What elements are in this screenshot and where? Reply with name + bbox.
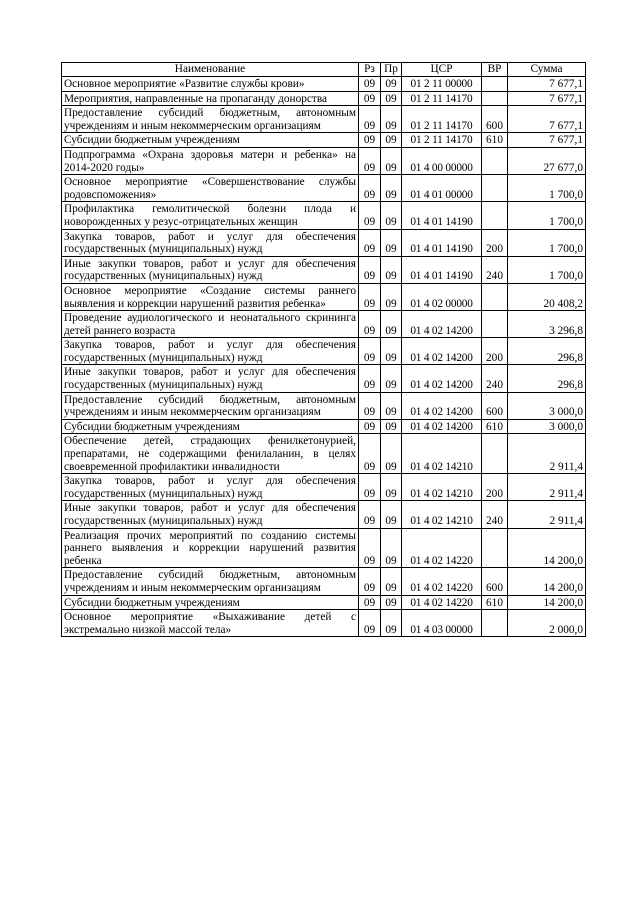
cell-rz: 09	[359, 106, 381, 133]
cell-pr: 09	[381, 595, 402, 610]
table-row	[62, 474, 586, 501]
cell-vr: 240	[482, 256, 508, 283]
cell-csr: 01 4 01 14190	[402, 202, 482, 229]
cell-name: Предоставление субсидий бюджетным, автономным учреждениям и иным некоммерческим организациям	[62, 392, 359, 419]
cell-rz: 09	[359, 610, 381, 637]
cell-vr	[482, 610, 508, 637]
table-row	[62, 77, 586, 92]
cell-csr: 01 4 02 14220	[402, 595, 482, 610]
cell-name: Обеспечение детей, страдающих фенилкетонурией, препаратами, не содержащими фенилаланин, в целях своевременной профилактики инвалидности	[62, 434, 359, 474]
header-pr: Пр	[381, 63, 402, 77]
cell-csr: 01 4 01 14190	[402, 256, 482, 283]
cell-vr: 200	[482, 474, 508, 501]
cell-csr: 01 4 02 14210	[402, 501, 482, 528]
header-vr: ВР	[482, 63, 508, 77]
cell-sum: 14 200,0	[508, 595, 586, 610]
cell-sum: 7 677,1	[508, 77, 586, 92]
cell-csr: 01 4 02 14210	[402, 474, 482, 501]
cell-vr: 610	[482, 133, 508, 148]
cell-sum: 7 677,1	[508, 91, 586, 106]
table-row	[62, 392, 586, 419]
cell-vr	[482, 91, 508, 106]
cell-name: Закупка товаров, работ и услуг для обеспечения государственных (муниципальных) нужд	[62, 474, 359, 501]
cell-name: Основное мероприятие «Создание системы раннего выявления и коррекции нарушений развития ребенка»	[62, 283, 359, 310]
cell-rz: 09	[359, 528, 381, 568]
cell-sum: 27 677,0	[508, 147, 586, 174]
cell-rz: 09	[359, 175, 381, 202]
cell-csr: 01 4 01 00000	[402, 175, 482, 202]
cell-rz: 09	[359, 229, 381, 256]
table-row	[62, 365, 586, 392]
header-sum: Сумма	[508, 63, 586, 77]
cell-pr: 09	[381, 365, 402, 392]
cell-name: Проведение аудиологического и неонатального скрининга детей раннего возраста	[62, 311, 359, 338]
table-row	[62, 434, 586, 474]
cell-rz: 09	[359, 568, 381, 595]
cell-csr: 01 4 00 00000	[402, 147, 482, 174]
cell-pr: 09	[381, 256, 402, 283]
table-row	[62, 147, 586, 174]
cell-rz: 09	[359, 501, 381, 528]
cell-csr: 01 2 11 14170	[402, 106, 482, 133]
cell-name: Основное мероприятие «Выхаживание детей с экстремально низкой массой тела»	[62, 610, 359, 637]
cell-pr: 09	[381, 175, 402, 202]
cell-pr: 09	[381, 133, 402, 148]
table-header-row	[62, 63, 586, 77]
header-rz: Рз	[359, 63, 381, 77]
table-body	[62, 77, 586, 637]
cell-rz: 09	[359, 133, 381, 148]
cell-name: Профилактика гемолитической болезни плода и новорожденных у резус-отрицательных женщин	[62, 202, 359, 229]
cell-pr: 09	[381, 610, 402, 637]
cell-sum: 3 000,0	[508, 392, 586, 419]
cell-vr: 200	[482, 229, 508, 256]
table-row	[62, 229, 586, 256]
cell-csr: 01 4 03 00000	[402, 610, 482, 637]
cell-sum: 296,8	[508, 365, 586, 392]
cell-vr: 600	[482, 106, 508, 133]
cell-vr	[482, 434, 508, 474]
cell-vr: 610	[482, 595, 508, 610]
cell-csr: 01 4 02 14220	[402, 568, 482, 595]
cell-csr: 01 2 11 00000	[402, 77, 482, 92]
cell-rz: 09	[359, 419, 381, 434]
cell-sum: 20 408,2	[508, 283, 586, 310]
cell-sum: 1 700,0	[508, 229, 586, 256]
cell-rz: 09	[359, 392, 381, 419]
table-row	[62, 419, 586, 434]
cell-vr	[482, 283, 508, 310]
cell-name: Иные закупки товаров, работ и услуг для обеспечения государственных (муниципальных) нужд	[62, 256, 359, 283]
cell-vr	[482, 202, 508, 229]
cell-sum: 3 296,8	[508, 311, 586, 338]
cell-vr: 600	[482, 568, 508, 595]
cell-name: Основное мероприятие «Развитие службы крови»	[62, 77, 359, 92]
cell-csr: 01 2 11 14170	[402, 91, 482, 106]
cell-csr: 01 4 02 00000	[402, 283, 482, 310]
table-row	[62, 528, 586, 568]
cell-sum: 3 000,0	[508, 419, 586, 434]
cell-sum: 1 700,0	[508, 175, 586, 202]
cell-pr: 09	[381, 91, 402, 106]
cell-name: Субсидии бюджетным учреждениям	[62, 133, 359, 148]
cell-csr: 01 4 02 14220	[402, 528, 482, 568]
cell-rz: 09	[359, 77, 381, 92]
cell-rz: 09	[359, 311, 381, 338]
table-row	[62, 568, 586, 595]
cell-csr: 01 4 02 14200	[402, 392, 482, 419]
cell-name: Иные закупки товаров, работ и услуг для обеспечения государственных (муниципальных) нужд	[62, 365, 359, 392]
cell-csr: 01 4 01 14190	[402, 229, 482, 256]
cell-sum: 296,8	[508, 338, 586, 365]
cell-name: Предоставление субсидий бюджетным, автономным учреждениям и иным некоммерческим организациям	[62, 568, 359, 595]
cell-rz: 09	[359, 365, 381, 392]
table-row	[62, 91, 586, 106]
cell-vr	[482, 175, 508, 202]
cell-pr: 09	[381, 474, 402, 501]
cell-csr: 01 2 11 14170	[402, 133, 482, 148]
cell-sum: 14 200,0	[508, 568, 586, 595]
cell-pr: 09	[381, 434, 402, 474]
cell-sum: 2 000,0	[508, 610, 586, 637]
table-row	[62, 175, 586, 202]
cell-vr	[482, 311, 508, 338]
cell-vr	[482, 77, 508, 92]
cell-vr: 200	[482, 338, 508, 365]
cell-pr: 09	[381, 501, 402, 528]
table-row	[62, 133, 586, 148]
cell-pr: 09	[381, 77, 402, 92]
table-row	[62, 283, 586, 310]
cell-vr	[482, 147, 508, 174]
cell-pr: 09	[381, 311, 402, 338]
cell-rz: 09	[359, 202, 381, 229]
cell-name: Закупка товаров, работ и услуг для обеспечения государственных (муниципальных) нужд	[62, 229, 359, 256]
cell-rz: 09	[359, 91, 381, 106]
cell-rz: 09	[359, 474, 381, 501]
cell-rz: 09	[359, 434, 381, 474]
header-name: Наименование	[62, 63, 359, 77]
cell-pr: 09	[381, 419, 402, 434]
cell-pr: 09	[381, 202, 402, 229]
cell-name: Закупка товаров, работ и услуг для обеспечения государственных (муниципальных) нужд	[62, 338, 359, 365]
cell-pr: 09	[381, 229, 402, 256]
table-row	[62, 256, 586, 283]
cell-sum: 2 911,4	[508, 474, 586, 501]
cell-sum: 1 700,0	[508, 202, 586, 229]
table-row	[62, 202, 586, 229]
cell-name: Реализация прочих мероприятий по созданию системы раннего выявления и коррекции нарушений развития ребенка	[62, 528, 359, 568]
budget-table	[61, 62, 586, 637]
cell-vr: 240	[482, 501, 508, 528]
cell-csr: 01 4 02 14200	[402, 419, 482, 434]
cell-rz: 09	[359, 147, 381, 174]
cell-name: Субсидии бюджетным учреждениям	[62, 595, 359, 610]
cell-sum: 7 677,1	[508, 106, 586, 133]
cell-vr: 600	[482, 392, 508, 419]
cell-name: Подпрограмма «Охрана здоровья матери и ребенка» на 2014-2020 годы»	[62, 147, 359, 174]
table-row	[62, 595, 586, 610]
cell-name: Основное мероприятие «Совершенствование службы родовспоможения»	[62, 175, 359, 202]
cell-name: Субсидии бюджетным учреждениям	[62, 419, 359, 434]
cell-rz: 09	[359, 338, 381, 365]
table-row	[62, 311, 586, 338]
header-csr: ЦСР	[402, 63, 482, 77]
cell-sum: 1 700,0	[508, 256, 586, 283]
cell-pr: 09	[381, 392, 402, 419]
cell-pr: 09	[381, 106, 402, 133]
cell-sum: 2 911,4	[508, 501, 586, 528]
cell-sum: 2 911,4	[508, 434, 586, 474]
cell-rz: 09	[359, 283, 381, 310]
cell-vr	[482, 528, 508, 568]
cell-name: Предоставление субсидий бюджетным, автономным учреждениям и иным некоммерческим организациям	[62, 106, 359, 133]
table-row	[62, 338, 586, 365]
cell-rz: 09	[359, 256, 381, 283]
table-row	[62, 501, 586, 528]
cell-pr: 09	[381, 568, 402, 595]
cell-pr: 09	[381, 283, 402, 310]
cell-vr: 240	[482, 365, 508, 392]
cell-rz: 09	[359, 595, 381, 610]
cell-csr: 01 4 02 14210	[402, 434, 482, 474]
cell-sum: 7 677,1	[508, 133, 586, 148]
cell-pr: 09	[381, 338, 402, 365]
cell-pr: 09	[381, 528, 402, 568]
cell-csr: 01 4 02 14200	[402, 311, 482, 338]
cell-name: Мероприятия, направленные на пропаганду донорства	[62, 91, 359, 106]
cell-csr: 01 4 02 14200	[402, 365, 482, 392]
table-row	[62, 610, 586, 637]
cell-pr: 09	[381, 147, 402, 174]
cell-vr: 610	[482, 419, 508, 434]
cell-sum: 14 200,0	[508, 528, 586, 568]
cell-name: Иные закупки товаров, работ и услуг для обеспечения государственных (муниципальных) нужд	[62, 501, 359, 528]
table-row	[62, 106, 586, 133]
cell-csr: 01 4 02 14200	[402, 338, 482, 365]
